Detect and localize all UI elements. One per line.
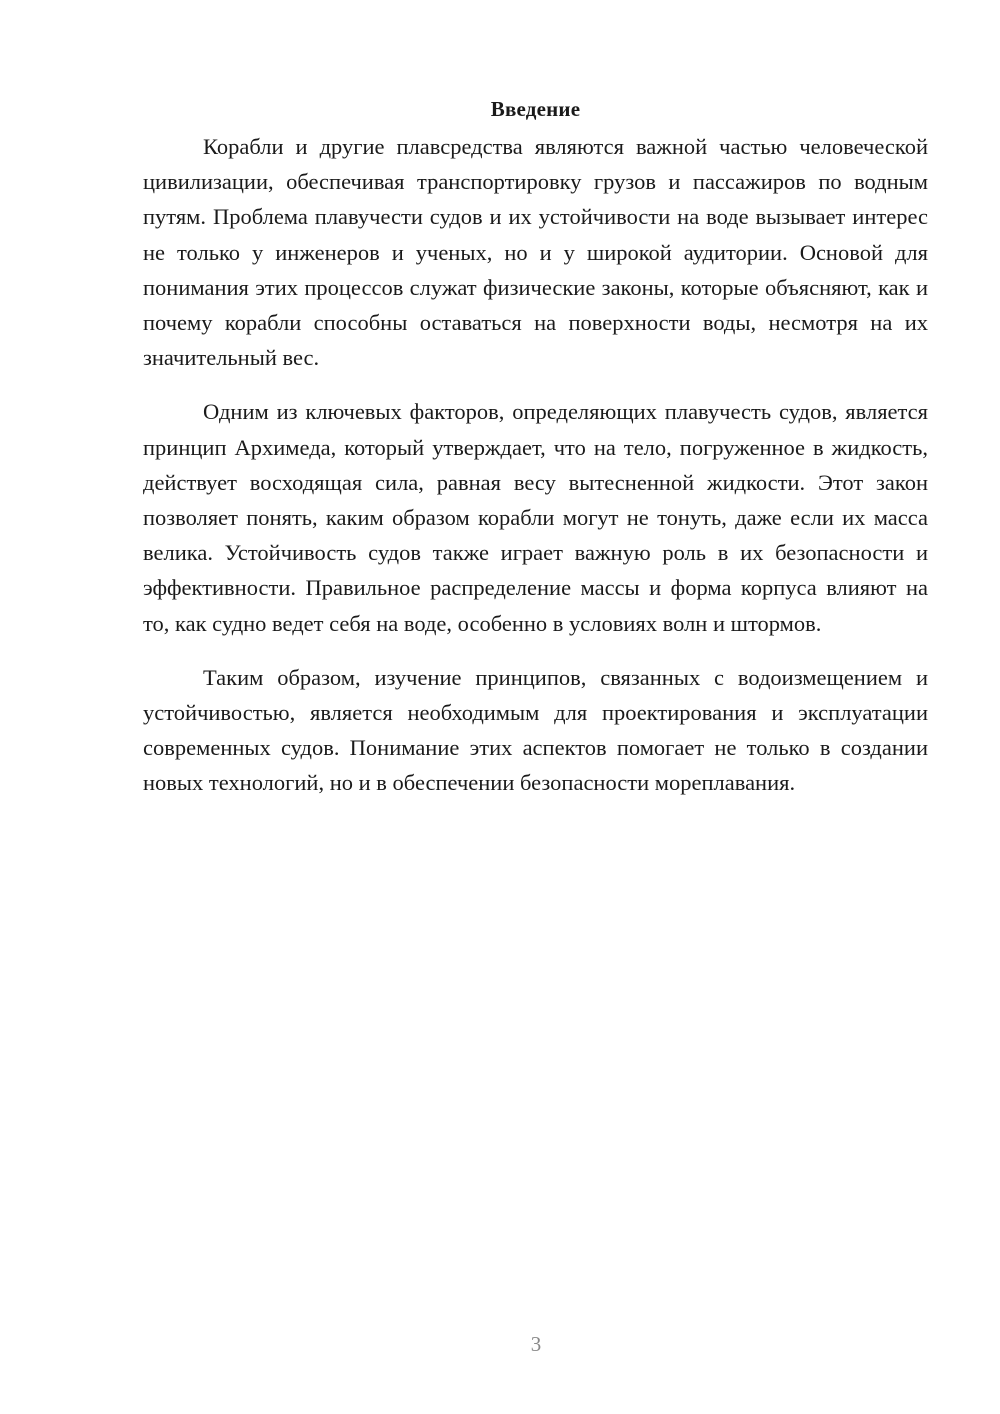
document-body: [143, 92, 928, 820]
section-title: Введение: [490, 97, 581, 121]
page-number: 3: [530, 1332, 542, 1356]
paragraph-intro: Корабли и другие плавсредства являются важной частью человеческой цивилизации, обеспечивая транспортировку грузов и пассажиров по водным путям. Проблема плавучести судов и их устойчивости на воде вызывает интерес не только у инженеров и ученых, но и у широкой аудитории. Основой для понимания этих процессов служат физические законы, которые объясняют, как и почему корабли способны оставаться на поверхности воды, несмотря на их значительный вес.: [143, 134, 928, 371]
paragraph-conclusion: Таким образом, изучение принципов, связанных с водоизмещением и устойчивостью, является необходимым для проектирования и эксплуатации современных судов. Понимание этих аспектов помогает не только в создании новых технологий, но и в обеспечении безопасности мореплавания.: [143, 664, 928, 796]
paragraph-archimedes: Одним из ключевых факторов, определяющих плавучесть судов, является принцип Архимеда, который утверждает, что на тело, погруженное в жидкость, действует восходящая сила, равная весу вытесненной жидкости. Этот закон позволяет понять, каким образом корабли могут не тонуть, даже если их масса велика. Устойчивость судов также играет важную роль в их безопасности и эффективности. Правильное распределение массы и форма корпуса влияют на то, как судно ведет себя на воде, особенно в условиях волн и штормов.: [143, 399, 928, 636]
